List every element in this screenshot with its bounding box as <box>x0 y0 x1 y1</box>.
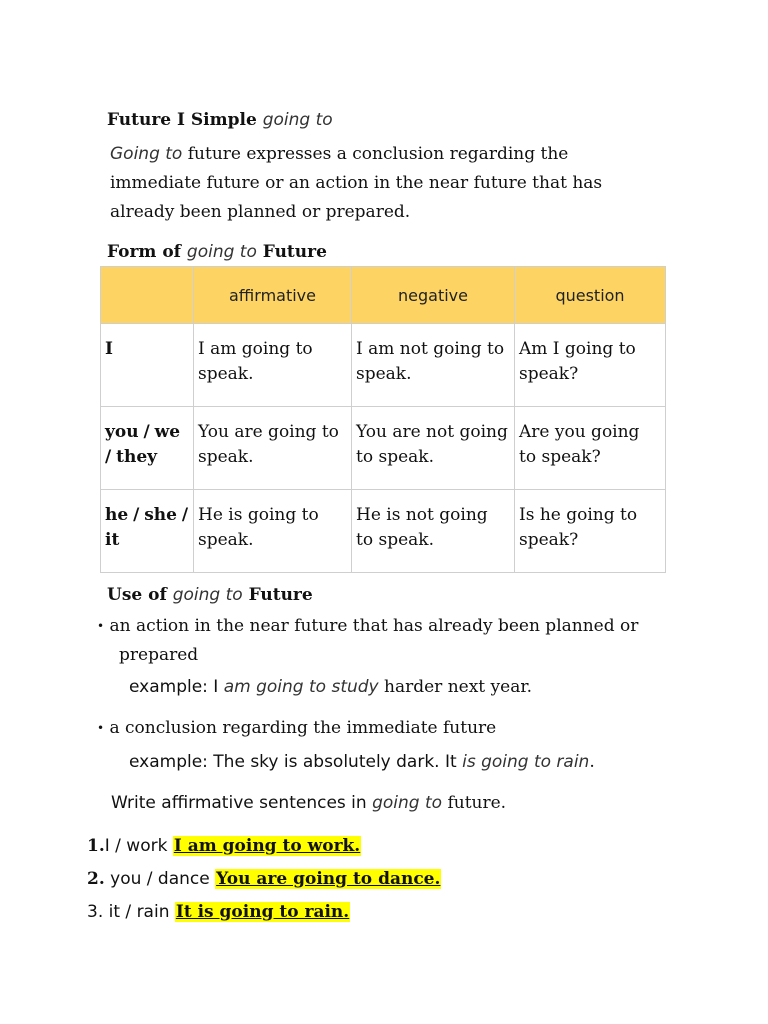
negative-cell: I am not going to speak. <box>352 324 515 407</box>
table-header-row <box>101 267 666 324</box>
affirmative-cell: You are going to speak. <box>194 407 352 490</box>
exercise-prompt: I / work <box>104 836 168 856</box>
intro-paragraph <box>110 140 602 227</box>
bullet: • <box>97 721 105 735</box>
use-heading <box>107 585 313 605</box>
exercise-item <box>87 902 350 922</box>
use-item-1 <box>97 612 638 641</box>
intro-italic: Going to <box>110 144 183 164</box>
use-heading-pre: Use of <box>107 585 167 605</box>
page-title <box>107 110 333 130</box>
exercise-answer: I am going to work. <box>173 836 361 856</box>
task-instruction <box>111 793 506 813</box>
example-suffix: . <box>589 752 595 772</box>
use-2-line-1: a conclusion regarding the immediate future <box>109 718 497 738</box>
pronoun-cell: you / we / they <box>101 407 194 490</box>
exercise-number: 2. <box>87 869 105 889</box>
conjugation-table <box>100 266 666 573</box>
intro-line-1 <box>110 140 602 169</box>
exercise-answer: You are going to dance. <box>216 869 441 889</box>
intro-line-2: immediate future or an action in the near future that has <box>110 173 603 193</box>
exercise-prompt: it / rain <box>108 902 170 922</box>
table-row <box>101 490 666 573</box>
pronoun-cell: he / she / it <box>101 490 194 573</box>
question-cell: Is he going to speak? <box>515 490 666 573</box>
table-row <box>101 407 666 490</box>
task-prefix: Write affirmative sentences in <box>111 793 367 813</box>
form-heading-pre: Form of <box>107 242 181 262</box>
use-2-example <box>129 752 595 772</box>
use-1-line-2: prepared <box>119 645 199 665</box>
table-header-blank <box>101 267 194 324</box>
example-prefix: example: The sky is absolutely dark. It <box>129 752 457 772</box>
exercise-item <box>87 869 441 889</box>
intro-line-1-text: future expresses a conclusion regarding the <box>187 144 569 164</box>
negative-cell: He is not going to speak. <box>352 490 515 573</box>
task-italic: going to <box>372 793 443 813</box>
example-italic: am going to study <box>223 677 379 697</box>
pronoun-cell: I <box>101 324 194 407</box>
use-heading-italic: going to <box>172 585 243 605</box>
table-row <box>101 324 666 407</box>
form-heading-italic: going to <box>186 242 257 262</box>
title-italic: going to <box>262 110 333 130</box>
intro-line-3: already been planned or prepared. <box>110 202 411 222</box>
table-header-question: question <box>515 267 666 324</box>
use-1-line-1: an action in the near future that has already been planned or <box>109 616 639 636</box>
table-header-affirmative: affirmative <box>194 267 352 324</box>
exercise-item <box>87 836 361 856</box>
bullet: • <box>97 619 105 633</box>
affirmative-cell: He is going to speak. <box>194 490 352 573</box>
title-bold: Future I Simple <box>107 110 257 130</box>
negative-cell: You are not going to speak. <box>352 407 515 490</box>
example-italic: is going to rain <box>462 752 590 772</box>
exercise-prompt: you / dance <box>110 869 210 889</box>
exercise-number: 3. <box>87 902 104 922</box>
question-cell: Are you going to speak? <box>515 407 666 490</box>
affirmative-cell: I am going to speak. <box>194 324 352 407</box>
use-1-example <box>129 677 532 697</box>
task-suffix: future. <box>447 793 507 813</box>
example-prefix: example: I <box>129 677 219 697</box>
form-heading <box>107 242 327 262</box>
use-item-2 <box>97 714 496 743</box>
question-cell: Am I going to speak? <box>515 324 666 407</box>
table-header-negative: negative <box>352 267 515 324</box>
form-heading-post: Future <box>262 242 327 262</box>
exercise-number: 1. <box>87 836 105 856</box>
use-heading-post: Future <box>248 585 313 605</box>
example-suffix: harder next year. <box>384 677 533 697</box>
exercise-answer: It is going to rain. <box>175 902 350 922</box>
